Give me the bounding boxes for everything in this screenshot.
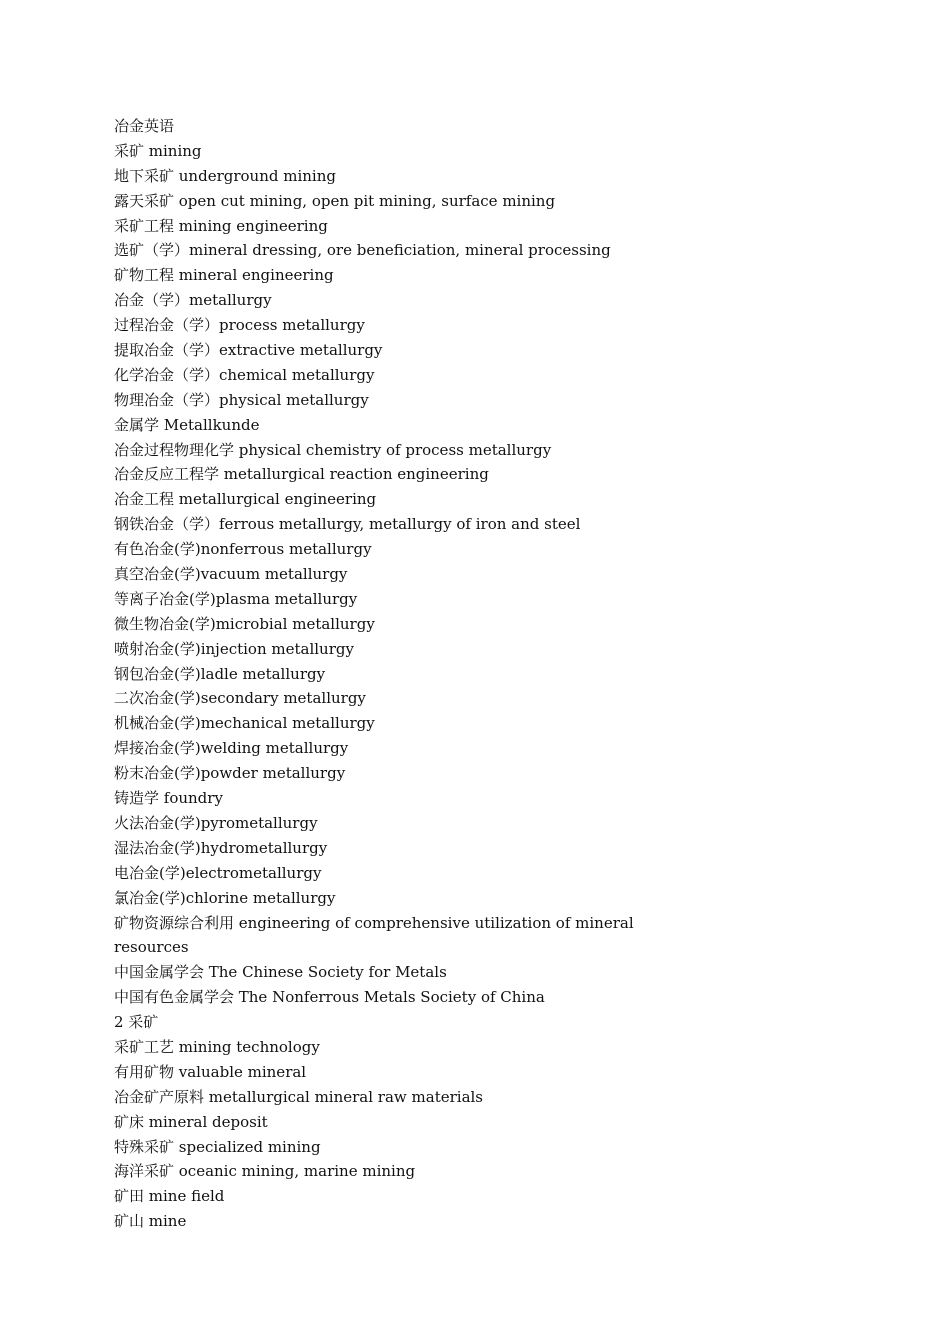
glossary-line: 化学冶金（学）chemical metallurgy [114,365,375,384]
glossary-line: 冶金过程物理化学 physical chemistry of process metallurgy [114,440,552,459]
glossary-line: 有色冶金(学)nonferrous metallurgy [114,540,372,559]
glossary-line: 钢包冶金(学)ladle metallurgy [114,664,326,683]
glossary-line: 微生物冶金(学)microbial metallurgy [114,614,375,633]
glossary-line: 机械冶金(学)mechanical metallurgy [114,714,375,733]
glossary-line: 采矿 mining [114,141,202,160]
glossary-line: 选矿（学）mineral dressing, ore beneficiation, mineral processing [114,241,611,260]
glossary-line: resources [114,938,189,957]
glossary-line: 焊接冶金(学)welding metallurgy [114,739,349,758]
glossary-line: 钢铁冶金（学）ferrous metallurgy, metallurgy of iron and steel [114,515,581,534]
glossary-line: 冶金矿产原料 metallurgical mineral raw materials [114,1087,484,1106]
glossary-line: 采矿工艺 mining technology [114,1037,320,1056]
glossary-line: 湿法冶金(学)hydrometallurgy [114,838,328,857]
document-title: 冶金英语 [114,117,175,135]
glossary-line: 过程冶金（学）process metallurgy [114,316,365,335]
glossary-line: 矿物工程 mineral engineering [114,266,334,285]
glossary-line: 等离子冶金(学)plasma metallurgy [114,589,358,608]
glossary-line: 真空冶金(学)vacuum metallurgy [114,565,348,584]
glossary-line: 粉末冶金(学)powder metallurgy [114,764,346,783]
glossary-line: 氯冶金(学)chlorine metallurgy [114,888,336,907]
glossary-text-block [114,114,834,1234]
glossary-line: 火法冶金(学)pyrometallurgy [114,813,318,832]
glossary-line: 喷射冶金(学)injection metallurgy [114,639,354,658]
glossary-line: 有用矿物 valuable mineral [114,1062,307,1081]
glossary-line: 冶金工程 metallurgical engineering [114,490,377,509]
glossary-line: 矿田 mine field [114,1187,225,1206]
glossary-line: 露天采矿 open cut mining, open pit mining, surface mining [114,191,556,210]
glossary-line: 海洋采矿 oceanic mining, marine mining [114,1162,416,1181]
glossary-line: 地下采矿 underground mining [114,166,336,185]
glossary-line: 冶金反应工程学 metallurgical reaction engineering [114,465,489,484]
section-heading: 2 采矿 [114,1013,159,1032]
glossary-line: 矿床 mineral deposit [114,1112,268,1131]
glossary-line: 金属学 Metallkunde [114,415,260,434]
glossary-line: 中国有色金属学会 The Nonferrous Metals Society of China [114,988,545,1007]
glossary-line: 冶金（学）metallurgy [114,291,272,310]
glossary-line: 矿山 mine [114,1212,187,1231]
glossary-line: 铸造学 foundry [114,789,223,808]
glossary-line: 采矿工程 mining engineering [114,216,328,235]
glossary-line: 矿物资源综合利用 engineering of comprehensive utilization of mineral [114,913,634,932]
glossary-line: 二次冶金(学)secondary metallurgy [114,689,366,708]
glossary-line: 特殊采矿 specialized mining [114,1137,321,1156]
glossary-line: 中国金属学会 The Chinese Society for Metals [114,963,447,982]
glossary-line: 物理冶金（学）physical metallurgy [114,390,369,409]
glossary-line: 提取冶金（学）extractive metallurgy [114,341,383,360]
glossary-line: 电冶金(学)electrometallurgy [114,863,322,882]
